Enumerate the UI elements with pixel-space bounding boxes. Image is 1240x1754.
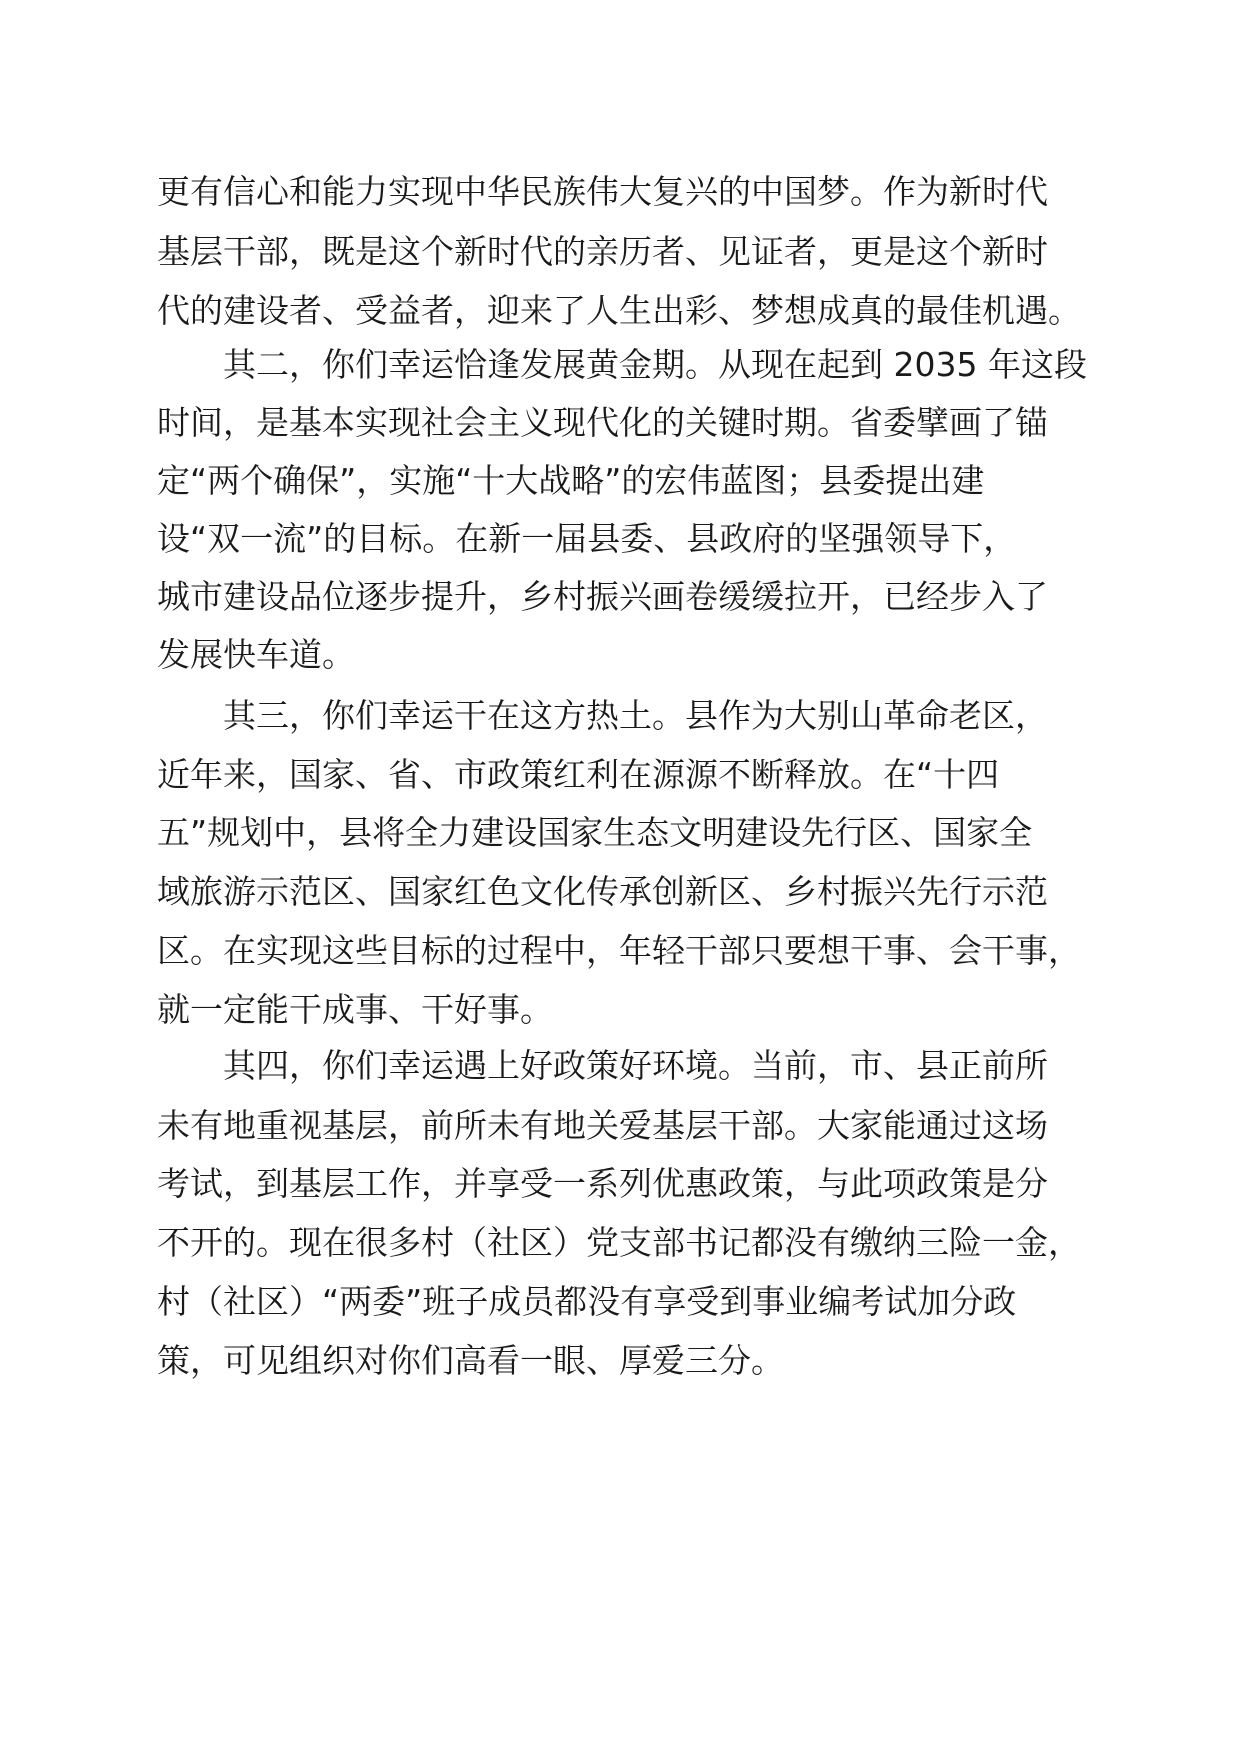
text-line: 基层干部，既是这个新时代的亲历者、见证者，更是这个新时	[157, 232, 1048, 271]
text-line: 考试，到基层工作，并享受一系列优惠政策，与此项政策是分	[157, 1164, 1048, 1203]
text-line: 区。在实现这些目标的过程中，年轻干部只要想干事、会干事，	[157, 931, 1081, 970]
text-line: 就一定能干成事、干好事。	[157, 990, 553, 1029]
text-line: 定“两个确保”，实施“十大战略”的宏伟蓝图；县委提出建	[157, 461, 985, 500]
text-line: 更有信心和能力实现中华民族伟大复兴的中国梦。作为新时代	[157, 172, 1048, 211]
text-line: 不开的。现在很多村（社区）党支部书记都没有缴纳三险一金，	[157, 1223, 1081, 1262]
paragraph-start-line: 其二，你们幸运恰逢发展黄金期。从现在起到 2035 年这段	[223, 345, 1087, 384]
text-line: 时间，是基本实现社会主义现代化的关键时期。省委擘画了锚	[157, 403, 1048, 442]
paragraph-start-line: 其四，你们幸运遇上好政策好环境。当前，市、县正前所	[223, 1046, 1048, 1085]
text-line: 代的建设者、受益者，迎来了人生出彩、梦想成真的最佳机遇。	[157, 291, 1081, 330]
text-line: 村（社区）“两委”班子成员都没有享受到事业编考试加分政	[157, 1282, 1017, 1321]
text-line: 域旅游示范区、国家红色文化传承创新区、乡村振兴先行示范	[157, 872, 1048, 911]
text-line: 策，可见组织对你们高看一眼、厚爱三分。	[157, 1341, 784, 1380]
text-line: 设“双一流”的目标。在新一届县委、县政府的坚强领导下，	[157, 519, 1017, 558]
text-line: 城市建设品位逐步提升，乡村振兴画卷缓缓拉开，已经步入了	[157, 577, 1048, 616]
text-line: 未有地重视基层，前所未有地关爱基层干部。大家能通过这场	[157, 1106, 1048, 1145]
text-line: 近年来，国家、省、市政策红利在源源不断释放。在“十四	[157, 755, 1000, 794]
text-line: 发展快车道。	[157, 635, 355, 674]
paragraph-start-line: 其三，你们幸运干在这方热土。县作为大别山革命老区，	[223, 696, 1048, 735]
text-line: 五”规划中，县将全力建设国家生态文明建设先行区、国家全	[157, 813, 1033, 852]
